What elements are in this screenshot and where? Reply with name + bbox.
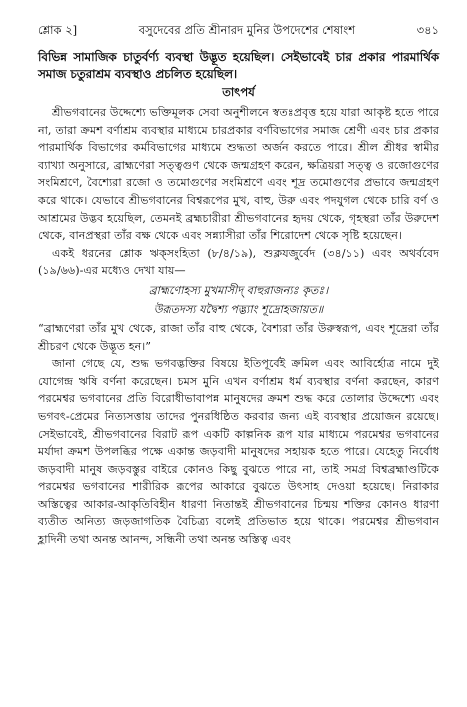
verse-translation-ending: বিভিন্ন সামাজিক চাতুর্বর্ণ্য ব্যবস্থা উদ্ভূত হয়েছিল। সেইভাবেই চার প্রকার পারমার্থিক সমাজ চতুরাশ্রম ব্যবস্থাও প্রচলিত হয়েছিল।	[38, 50, 439, 81]
chapter-title: বসুদেবের প্রতি শ্রীনারদ মুনির উপদেশের শেষাংশ	[138, 23, 356, 37]
purport-heading: তাৎপর্য	[222, 85, 255, 99]
page-number: ৩৪১	[416, 23, 439, 37]
verse-reference: শ্লোক ২]	[38, 23, 78, 37]
verse-translation-quote: “ব্রাহ্মণেরা তাঁর মুখ থেকে, রাজা তাঁর বাহু থেকে, বৈশ্যরা তাঁর উরুস্বরূপ, এবং শূদ্রেরা তাঁর শ্রীচরণ থেকে উদ্ভূত হন।”	[38, 321, 439, 353]
quoted-verse-line-2: উরূতদস্য যদ্বৈশ্য পদ্ভ্যাং শূদ্রোহজায়ত॥	[153, 302, 324, 316]
purport-paragraph-1: শ্রীভগবানের উদ্দেশ্যে ভক্তিমূলক সেবা অনুশীলনে স্বতঃপ্রবৃত্ত হয়ে যারা আকৃষ্ট হতে পারে না, তারা ক্রমশ বর্ণাশ্রম ব্যবস্থার মাধ্যমে চারপ্রকার বর্ণবিভাগের সমাজ শ্রেণী এবং চার প্রকার পারমার্থিক বিভাগের কর্মবিভাগের মাধ্যমে শুদ্ধতা অর্জন করতে পারে। শ্রীল শ্রীধর স্বামীর ব্যাখ্যা অনুসারে, ব্রাহ্মণেরা সত্ত্বগুণ থেকে জন্মগ্রহণ করেন, ক্ষত্রিয়রা সত্ত্ব ও রজোগুণের সংমিশ্রণে, বৈশ্যেরা রজো ও তমোগুণের সংমিশ্রণে এবং শূদ্র তমোগুণের প্রভাবে জন্মগ্রহণ করে থাকে। যেভাবে শ্রীভগবানের বিশ্বরূপের মুখ, বাহু, উরু এবং পদযুগল থেকে চারি বর্ণ ও আশ্রমের উদ্ভব হয়েছিল, তেমনই ব্রহ্মচারীরা শ্রীভগবানের হৃদয় থেকে, গৃহস্থরা তাঁর উরুদেশ থেকে, বানপ্রস্থরা তাঁর বক্ষ থেকে এবং সন্ন্যাসীরা তাঁর শিরোদেশ থেকে সৃষ্টি হয়েছেন।	[38, 106, 439, 243]
purport-paragraph-2: একই ধরনের শ্লোক ঋক্‌সংহিতা (৮/৪/১৯), শুক্লযজুর্বেদ (৩৪/১১) এবং অথর্ববেদ (১৯/৬৬)-এর মধ্যেও দেখা যায়—	[38, 246, 439, 278]
quoted-verse-line-1: ব্রাহ্মণোহস্য মুখমাসীদ্ বাহুরাজন্যঃ কৃতঃ।	[148, 283, 329, 297]
purport-paragraph-3: জানা গেছে যে, শুদ্ধ ভগবদ্ভক্তির বিষয়ে ইতিপূর্বেই ক্রমিল এবং আবির্হোত্র নামে দুই যোগেন্দ্র ঋষি বর্ণনা করেছেন। চমস মুনি এখন বর্ণাশ্রম ধর্ম ব্যবস্থার বর্ণনা করছেন, কারণ পরমেশ্বর ভগবানের প্রতি বিরোধীভাবাপন্ন মানুষদের ক্রমশ শুদ্ধ করে তোলার উদ্দেশ্যে এবং ভগবৎ-প্রেমের নিত্যসত্তায় তাদের পুনরধিষ্ঠিত করবার জন্য এই ব্যবস্থার প্রয়োজন রয়েছে। সেইভাবেই, শ্রীভগবানের বিরাট রূপ একটি কাল্পনিক রূপ যার মাধ্যমে পরমেশ্বর ভগবানের মর্যাদা ক্রমশ উপলব্ধির পক্ষে একান্ত জড়বাদী মানুষদের সহায়ক হতে পারে। যেহেতু নির্বোধ জড়বাদী মানুষ জড়বস্তুর বাইরে কোনও কিছু বুঝতে পারে না, তাই সমগ্র বিশ্বব্রহ্মাণ্ডটিকে পরমেশ্বর ভগবানের শারীরিক রূপের আকারে বুঝতে উৎসাহ দেওয়া হয়েছে। নিরাকার অস্তিত্বের আকার-আকৃতিবিহীন ধারণা নিতান্তই শ্রীভগবানের চিন্ময় শক্তির কোনও ধারণা ব্যতীত অনিত্য জড়জাগতিক বৈচিত্র্য বলেই প্রতিভাত হয়ে থাকে। পরমেশ্বর শ্রীভগবান হ্লাদিনী তথা অনন্ত আনন্দ, সন্ধিনী তথা অনন্ত অস্তিত্ব এবং	[38, 357, 439, 547]
running-header	[38, 22, 439, 41]
